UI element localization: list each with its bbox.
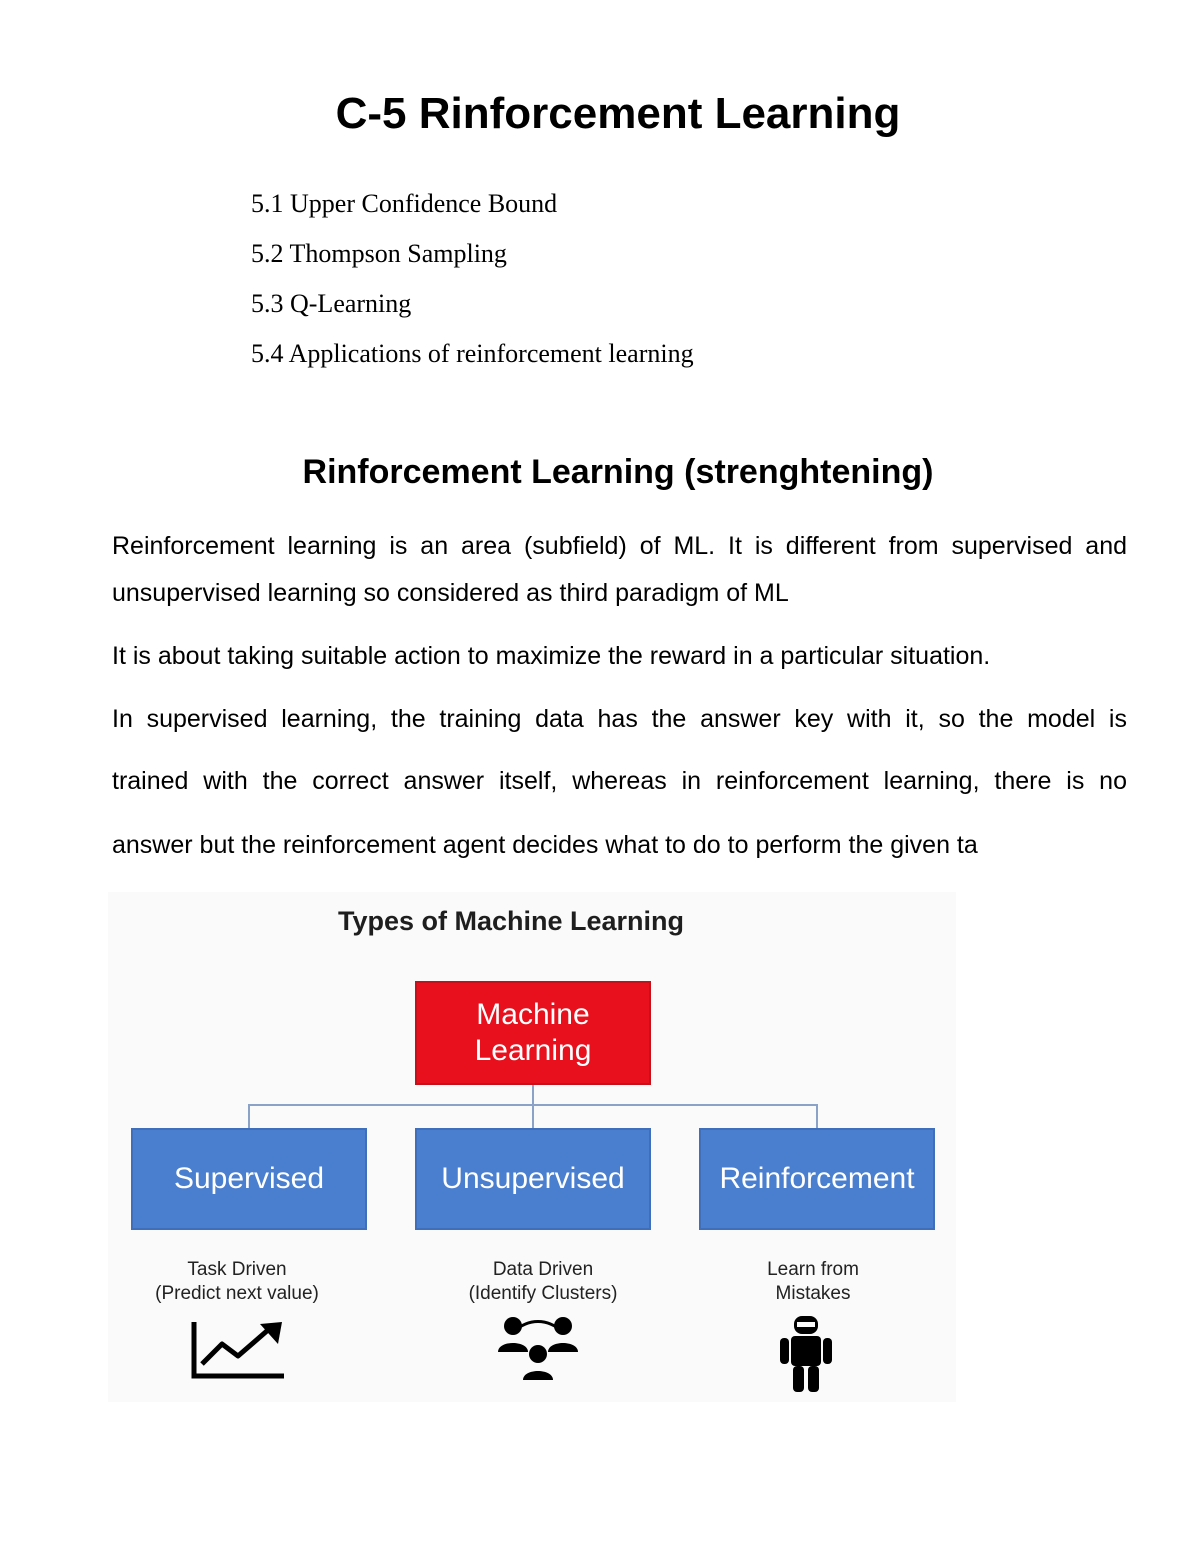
unsupervised-box	[415, 1128, 651, 1230]
root-label-line: Machine	[476, 998, 590, 1031]
connector-line	[816, 1104, 818, 1128]
connector-line	[532, 1085, 534, 1105]
machine-learning-box	[415, 981, 651, 1085]
paragraph-line: Reinforcement learning is an area (subfield) of ML. It is different from supervised and	[112, 532, 1127, 560]
paragraph-line: It is about taking suitable action to maximize the reward in a particular situation.	[112, 642, 991, 670]
paragraph-line: unsupervised learning so considered as third paradigm of ML	[112, 579, 789, 607]
trend-chart-icon	[188, 1318, 288, 1382]
page-title: C-5 Rinforcement Learning	[335, 89, 901, 138]
reinforcement-box	[699, 1128, 935, 1230]
caption-line: Data Driven	[492, 1259, 594, 1280]
section-heading: Rinforcement Learning (strenghtening)	[302, 453, 934, 491]
robot-person-icon	[776, 1314, 836, 1394]
table-of-contents	[251, 186, 694, 386]
supervised-label: Supervised	[173, 1162, 325, 1195]
caption-line: Mistakes	[775, 1283, 851, 1304]
ml-types-figure	[108, 892, 956, 1402]
figure-title: Types of Machine Learning	[337, 906, 685, 936]
paragraph-line: In supervised learning, the training data has the answer key with it, so the model is	[112, 705, 1127, 733]
paragraph-line: answer but the reinforcement agent decides what to do to perform the given ta	[112, 831, 978, 859]
supervised-caption	[117, 1258, 357, 1306]
supervised-box	[131, 1128, 367, 1230]
toc-item: 5.1 Upper Confidence Bound	[251, 189, 558, 218]
paragraph-line: trained with the correct answer itself, whereas in reinforcement learning, there is no	[112, 767, 1127, 795]
toc-item: 5.4 Applications of reinforcement learning	[251, 339, 694, 368]
reinforcement-caption	[693, 1258, 933, 1306]
caption-line: Task Driven	[187, 1259, 287, 1280]
unsupervised-caption	[423, 1258, 663, 1306]
toc-item: 5.2 Thompson Sampling	[251, 239, 507, 268]
unsupervised-label: Unsupervised	[441, 1162, 625, 1195]
caption-line: (Identify Clusters)	[468, 1283, 618, 1304]
caption-line: (Predict next value)	[155, 1283, 319, 1304]
connector-line	[248, 1104, 250, 1128]
caption-line: Learn from	[767, 1259, 859, 1280]
reinforcement-label: Reinforcement	[719, 1162, 915, 1195]
connector-line	[532, 1104, 534, 1128]
toc-item: 5.3 Q-Learning	[251, 289, 412, 318]
root-label-line: Learning	[474, 1034, 592, 1067]
people-cluster-icon	[493, 1312, 583, 1384]
